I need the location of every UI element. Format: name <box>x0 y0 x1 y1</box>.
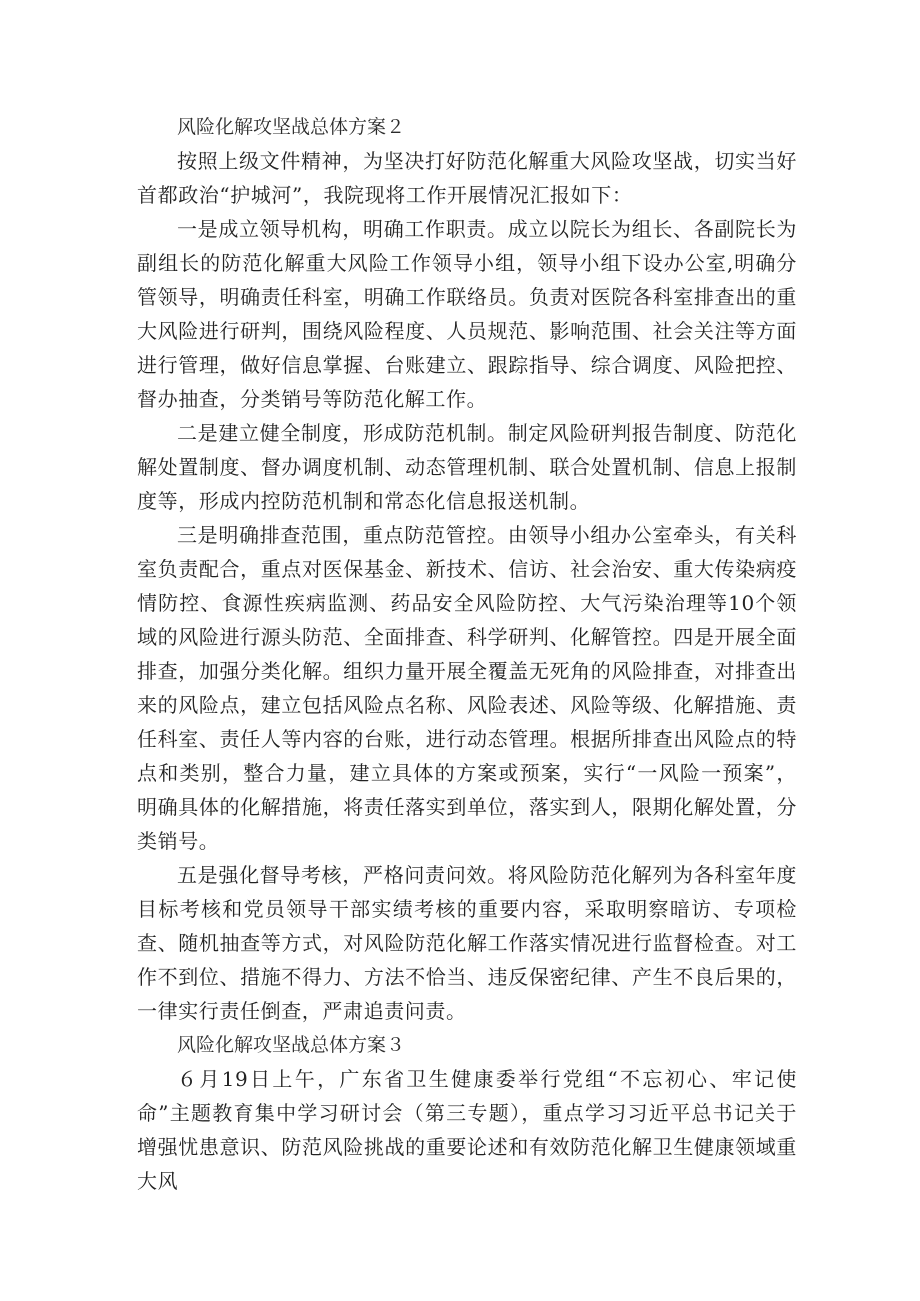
section-2-title: 风险化解攻坚战总体方案２ <box>177 116 406 138</box>
section-3-paragraph-meeting: ６月19日上午，广东省卫生健康委举行党组“不忘初心、牢记使命”主题教育集中学习研讨会（第三专题），重点学习习近平总书记关于增强忧患意识、防范风险挑战的重要论述和有效防范化解卫生健康领域重大风 <box>137 1067 797 1193</box>
document-body <box>137 110 797 1198</box>
section-2-paragraph-investigation: 三是明确排查范围，重点防范管控。由领导小组办公室牵头，有关科室负责配合，重点对医保基金、新技术、信访、社会治安、重大传染病疫情防控、食源性疾病监测、药品安全风险防控、大气污染治理等10个领域的风险进行源头防范、全面排查、科学研判、化解管控。四是开展全面排查，加强分类化解。组织力量开展全覆盖无死角的风险排查，对排查出来的风险点，建立包括风险点名称、风险表述、风险等级、化解措施、责任科室、责任人等内容的台账，进行动态管理。根据所排查出风险点的特点和类别，整合力量，建立具体的方案或预案，实行“一风险一预案”，明确具体的化解措施，将责任落实到单位，落实到人，限期化解处置，分类销号。 <box>137 523 797 853</box>
section-2-paragraph-leadership: 一是成立领导机构，明确工作职责。成立以院长为组长、各副院长为副组长的防范化解重大风险工作领导小组，领导小组下设办公室,明确分管领导，明确责任科室，明确工作联络员。负责对医院各科室排查出的重大风险进行研判，围绕风险程度、人员规范、影响范围、社会关注等方面进行管理，做好信息掌握、台账建立、跟踪指导、综合调度、风险把控、督办抽查，分类销号等防范化解工作。 <box>137 217 797 411</box>
section-2-paragraph-system: 二是建立健全制度，形成防范机制。制定风险研判报告制度、防范化解处置制度、督办调度机制、动态管理机制、联合处置机制、信息上报制度等，形成内控防范机制和常态化信息报送机制。 <box>137 421 797 513</box>
section-2-paragraph-supervision: 五是强化督导考核，严格问责问效。将风险防范化解列为各科室年度目标考核和党员领导干部实绩考核的重要内容，采取明察暗访、专项检查、随机抽查等方式，对风险防范化解工作落实情况进行监督检查。对工作不到位、措施不得力、方法不恰当、违反保密纪律、产生不良后果的，一律实行责任倒查，严肃追责问责。 <box>137 863 797 1023</box>
section-2-intro-paragraph: 按照上级文件精神，为坚决打好防范化解重大风险攻坚战，切实当好首都政治“护城河”，我院现将工作开展情况汇报如下： <box>137 149 797 207</box>
section-3-title: 风险化解攻坚战总体方案３ <box>177 1034 406 1056</box>
